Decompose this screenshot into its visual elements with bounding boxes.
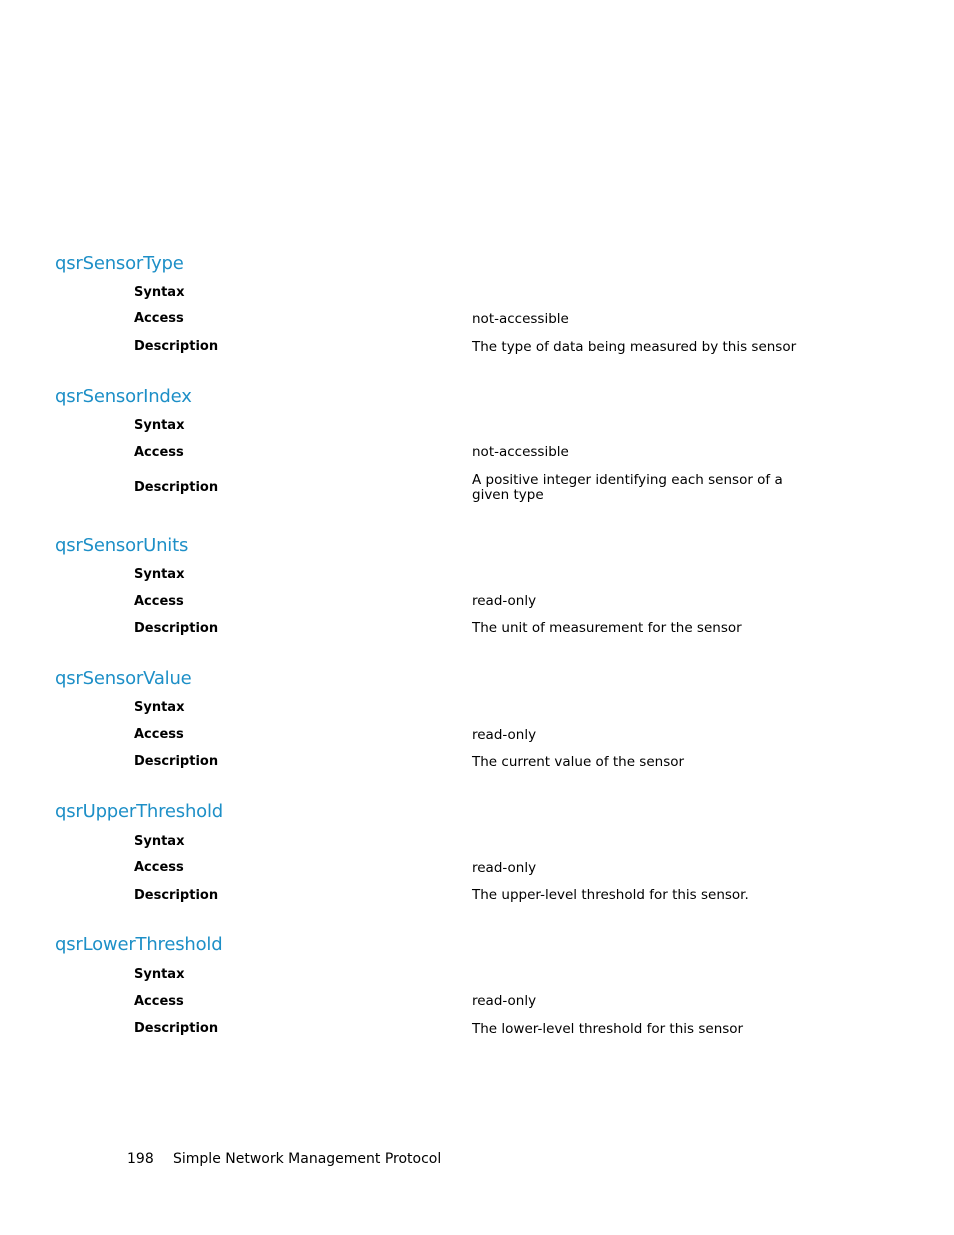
access-label: Access	[134, 445, 184, 460]
description-label: Description	[134, 480, 219, 495]
syntax-label: Syntax	[134, 418, 185, 433]
access-label: Access	[134, 311, 184, 326]
syntax-label: Syntax	[134, 285, 185, 300]
access-value: read-only	[472, 860, 537, 876]
object-title: qsrUpperThreshold	[55, 801, 224, 822]
page-footer	[127, 1151, 441, 1167]
access-value: read-only	[472, 593, 537, 609]
description-value: The lower-level threshold for this sensor	[472, 1021, 744, 1037]
syntax-label: Syntax	[134, 834, 185, 849]
syntax-label: Syntax	[134, 700, 185, 715]
access-label: Access	[134, 594, 184, 609]
chapter-title: Simple Network Management Protocol	[173, 1151, 442, 1167]
access-label: Access	[134, 860, 184, 875]
description-value: A positive integer identifying each sensor of a given type	[472, 472, 783, 503]
description-value: The unit of measurement for the sensor	[472, 620, 742, 636]
object-title: qsrLowerThreshold	[55, 934, 223, 955]
syntax-label: Syntax	[134, 967, 185, 982]
description-label: Description	[134, 754, 219, 769]
access-label: Access	[134, 994, 184, 1009]
description-label: Description	[134, 621, 219, 636]
access-value: read-only	[472, 727, 537, 743]
description-label: Description	[134, 339, 219, 354]
description-value: The current value of the sensor	[472, 754, 685, 770]
description-value: The type of data being measured by this sensor	[472, 339, 797, 355]
syntax-label: Syntax	[134, 567, 185, 582]
description-label: Description	[134, 1021, 219, 1036]
object-title: qsrSensorValue	[55, 668, 192, 689]
access-label: Access	[134, 727, 184, 742]
object-title: qsrSensorType	[55, 253, 184, 274]
description-label: Description	[134, 888, 219, 903]
description-value: The upper-level threshold for this sensor.	[472, 887, 749, 903]
page-number: 198	[127, 1151, 154, 1167]
object-title: qsrSensorIndex	[55, 386, 192, 407]
access-value: not-accessible	[472, 311, 569, 327]
access-value: not-accessible	[472, 444, 569, 460]
access-value: read-only	[472, 993, 537, 1009]
object-title: qsrSensorUnits	[55, 535, 189, 556]
